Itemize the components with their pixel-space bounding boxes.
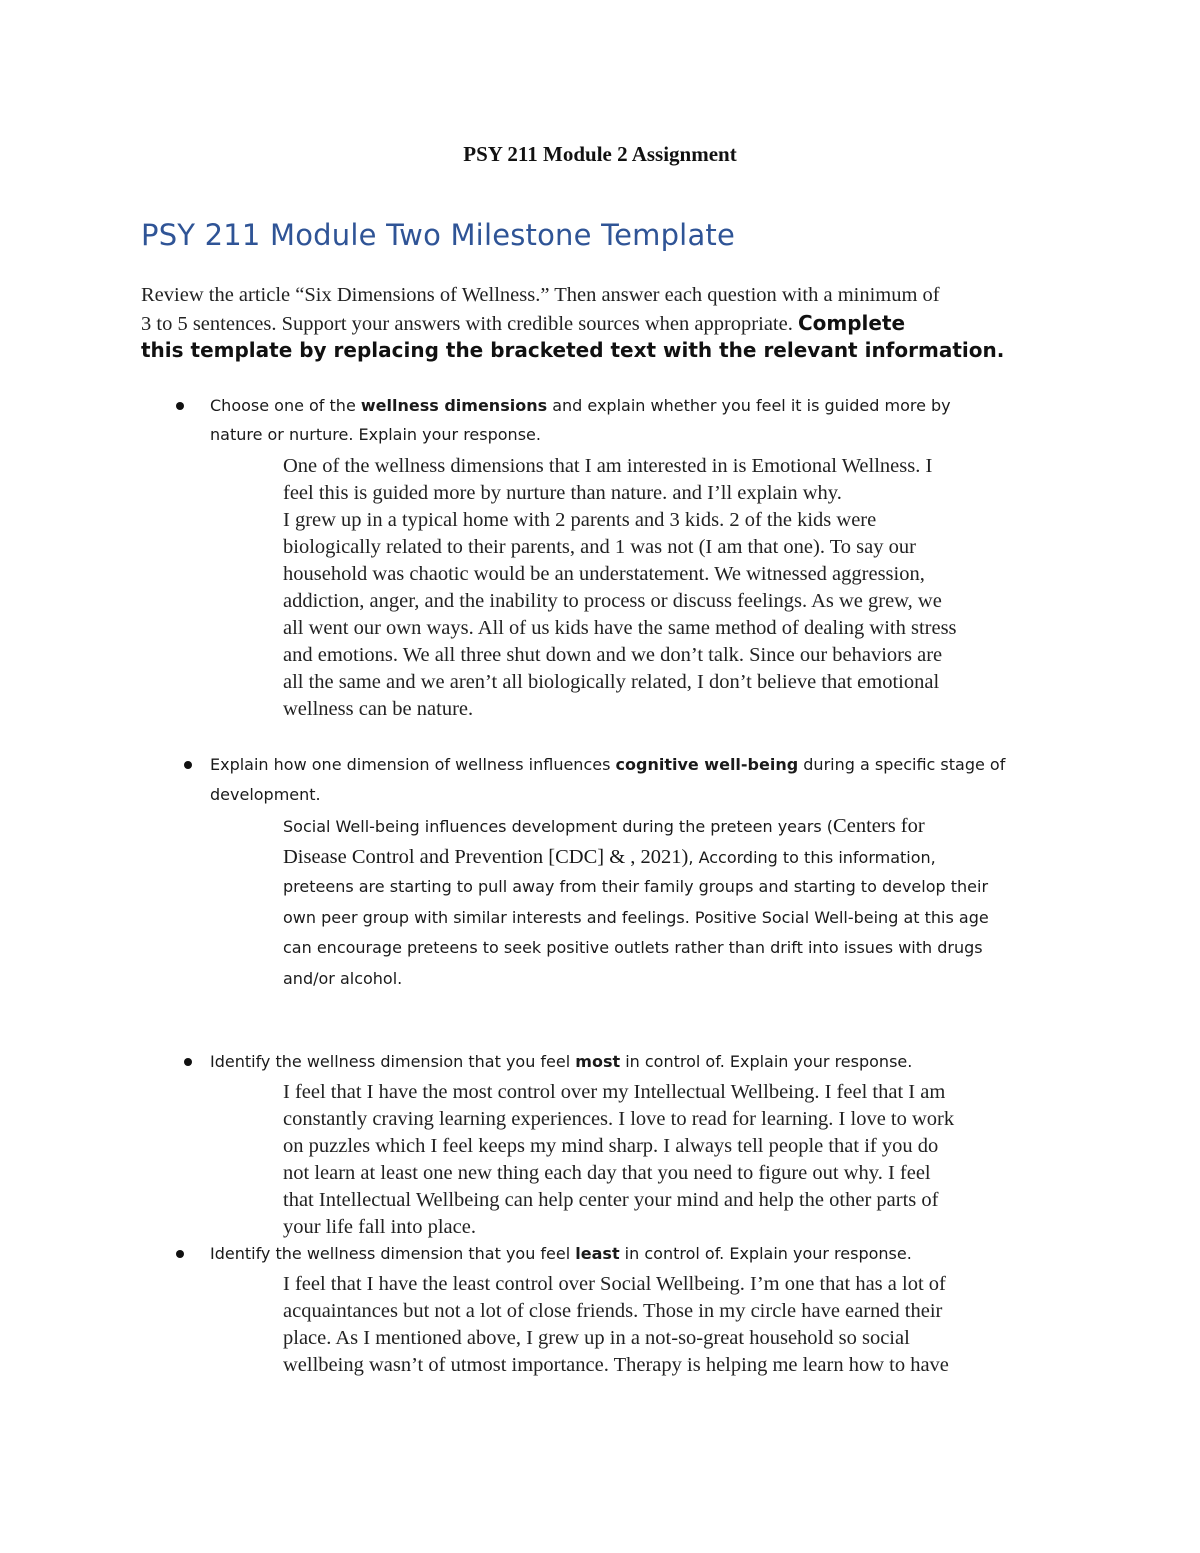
answer-text: , According to this information, xyxy=(688,848,936,867)
answer-line: all went our own ways. All of us kids have the same method of dealing with stress xyxy=(283,617,957,639)
answer-citation: Disease Control and Prevention [CDC] & , 2021) xyxy=(283,846,689,868)
answer-line: preteens are starting to pull away from their family groups and starting to develop their xyxy=(283,877,989,896)
question-2-line-2 xyxy=(210,785,321,804)
q-text: Explain how one dimension of wellness influences xyxy=(210,755,616,774)
answer-line: own peer group with similar interests and feelings. Positive Social Well-being at this age xyxy=(283,908,989,927)
answer-line: wellness can be nature. xyxy=(283,698,474,720)
answer-line: all the same and we aren’t all biologically related, I don’t believe that emotional xyxy=(283,671,940,693)
answer-line: One of the wellness dimensions that I am interested in is Emotional Wellness. I xyxy=(283,455,933,477)
answer-line: wellbeing wasn’t of utmost importance. Therapy is helping me learn how to have xyxy=(283,1354,949,1376)
q-text: in control of. Explain your response. xyxy=(620,1052,913,1071)
bullet-icon xyxy=(176,402,184,410)
answer-line: on puzzles which I feel keeps my mind sharp. I always tell people that if you do xyxy=(283,1135,939,1157)
answer-line: not learn at least one new thing each day that you need to figure out why. I feel xyxy=(283,1162,931,1184)
answer-line: biologically related to their parents, and 1 was not (I am that one). To say our xyxy=(283,536,916,558)
answer-line: and/or alcohol. xyxy=(283,969,403,988)
q-emphasis: cognitive well-being xyxy=(615,755,799,774)
intro-line-2 xyxy=(141,311,905,336)
q-text: nature or nurture. Explain your response. xyxy=(210,425,541,444)
answer-line: can encourage preteens to seek positive outlets rather than drift into issues with drugs xyxy=(283,938,983,957)
answer-line xyxy=(283,846,936,869)
answer-line: I feel that I have the most control over my Intellectual Wellbeing. I feel that I am xyxy=(283,1081,946,1103)
answer-line: constantly craving learning experiences. I love to read for learning. I love to work xyxy=(283,1108,955,1130)
answer-citation: Centers for xyxy=(833,815,925,837)
q-text: Identify the wellness dimension that you feel xyxy=(210,1052,576,1071)
q-text: during a specific stage of xyxy=(798,755,1006,774)
intro-line-1: Review the article “Six Dimensions of Wellness.” Then answer each question with a minimum of xyxy=(141,284,940,306)
template-heading: PSY 211 Module Two Milestone Template xyxy=(141,218,736,252)
question-4-line-1 xyxy=(210,1244,912,1263)
q-emphasis: least xyxy=(575,1244,620,1263)
bullet-icon xyxy=(176,1250,184,1258)
intro-line-2-bold: Complete xyxy=(797,311,906,335)
question-2-line-1 xyxy=(210,755,1005,774)
q-text: in control of. Explain your response. xyxy=(619,1244,912,1263)
answer-line: I grew up in a typical home with 2 parents and 3 kids. 2 of the kids were xyxy=(283,509,877,531)
bullet-icon xyxy=(184,1058,192,1066)
answer-line: and emotions. We all three shut down and we don’t talk. Since our behaviors are xyxy=(283,644,943,666)
q-text: and explain whether you feel it is guided more by xyxy=(547,396,951,415)
answer-line: feel this is guided more by nurture than nature. and I’ll explain why. xyxy=(283,482,842,504)
q-text: Choose one of the xyxy=(210,396,361,415)
q-text: Identify the wellness dimension that you feel xyxy=(210,1244,576,1263)
answer-line: addiction, anger, and the inability to process or discuss feelings. As we grew, we xyxy=(283,590,942,612)
answer-line: place. As I mentioned above, I grew up in a not-so-great household so social xyxy=(283,1327,910,1349)
answer-line: that Intellectual Wellbeing can help center your mind and help the other parts of xyxy=(283,1189,939,1211)
answer-text: Social Well-being influences development during the preteen years ( xyxy=(283,817,834,836)
answer-line: household was chaotic would be an understatement. We witnessed aggression, xyxy=(283,563,925,585)
answer-line: I feel that I have the least control over Social Wellbeing. I’m one that has a lot of xyxy=(283,1273,946,1295)
document-title: PSY 211 Module 2 Assignment xyxy=(463,142,737,166)
answer-line: acquaintances but not a lot of close friends. Those in my circle have earned their xyxy=(283,1300,943,1322)
q-text: development. xyxy=(210,785,321,804)
intro-line-3: this template by replacing the bracketed text with the relevant information. xyxy=(141,338,1005,362)
answer-line xyxy=(283,815,925,838)
answer-line: your life fall into place. xyxy=(283,1216,476,1238)
question-1-line-1 xyxy=(210,396,951,415)
bullet-icon xyxy=(184,761,192,769)
question-1-line-2 xyxy=(210,425,541,444)
q-emphasis: most xyxy=(575,1052,621,1071)
q-emphasis: wellness dimensions xyxy=(360,396,548,415)
question-3-line-1 xyxy=(210,1052,912,1071)
intro-line-2-text: 3 to 5 sentences. Support your answers with credible sources when appropriate. xyxy=(141,313,798,335)
